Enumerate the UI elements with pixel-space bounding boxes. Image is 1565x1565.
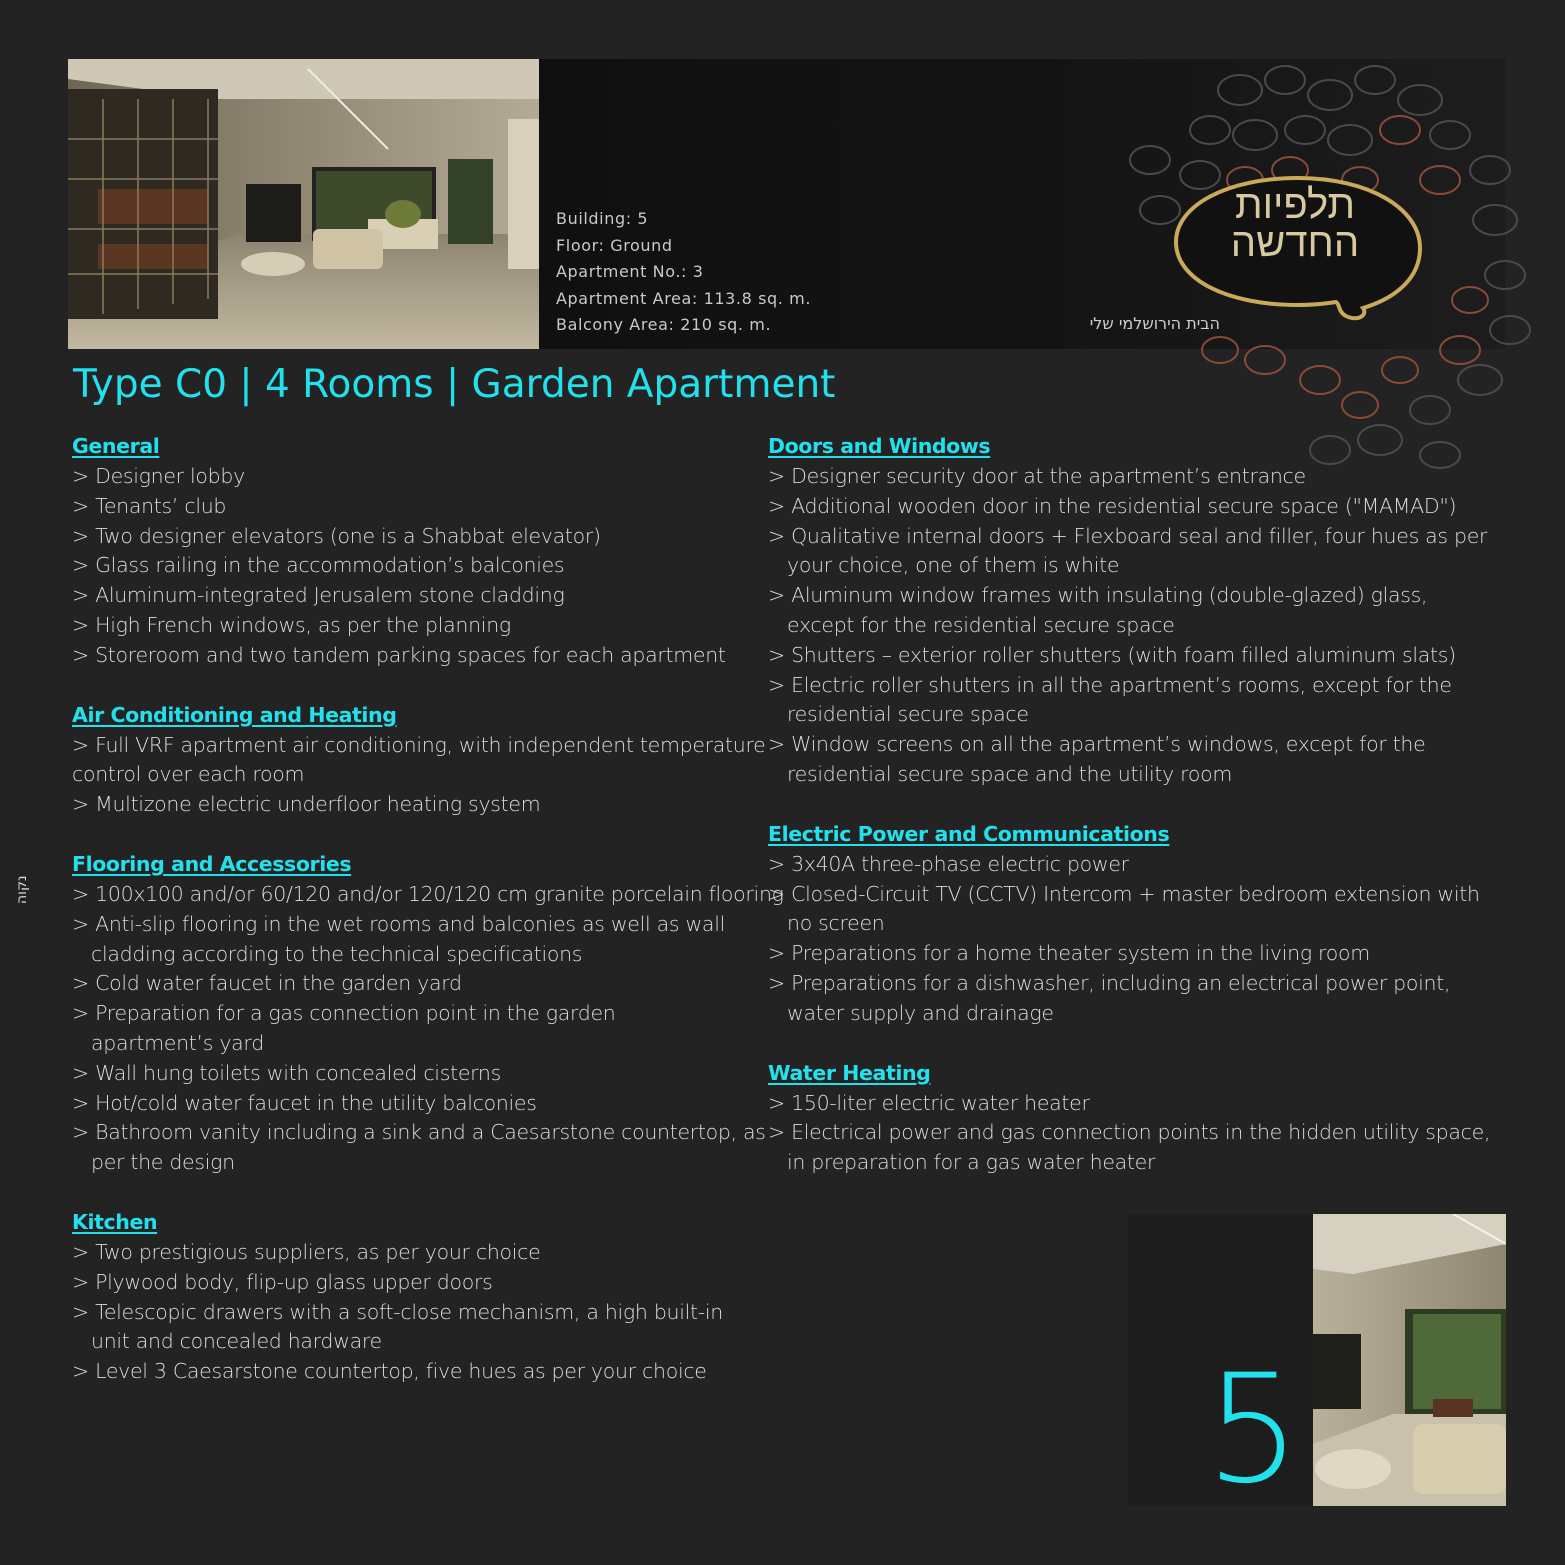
list-item: > Closed-Circuit TV (CCTV) Intercom + master bedroom extension with — [768, 880, 1468, 910]
list-item: > Window screens on all the apartment’s windows, except for the — [768, 730, 1468, 760]
list-item: > Additional wooden door in the residential secure space ("MAMAD") — [768, 492, 1468, 522]
list-item-continuation: no screen — [787, 911, 885, 936]
list-item: > Full VRF apartment air conditioning, with independent temperature — [72, 731, 742, 761]
list-item-continuation: control over each room — [72, 762, 305, 787]
list-item: > Plywood body, flip-up glass upper doors — [72, 1268, 742, 1298]
list-item: > Two prestigious suppliers, as per your choice — [72, 1238, 742, 1268]
list-item: > Tenants’ club — [72, 492, 742, 522]
section-doors-windows — [768, 430, 1488, 790]
section-heading: Doors and Windows — [768, 434, 991, 458]
list-item: > Multizone electric underfloor heating system — [72, 790, 742, 820]
list-item-continuation: water supply and drainage — [787, 1000, 1054, 1025]
list-item: > High French windows, as per the planning — [72, 611, 742, 641]
list-item: > 100x100 and/or 60/120 and/or 120/120 cm granite porcelain flooring — [72, 880, 742, 910]
list-item: > Hot/cold water faucet in the utility balconies — [72, 1089, 742, 1119]
interior-thumbnail-photo — [1313, 1214, 1506, 1506]
section-heading: Air Conditioning and Heating — [72, 702, 397, 727]
list-item: > Electric roller shutters in all the apartment’s rooms, except for the — [768, 671, 1468, 701]
spec-apartment-no: Apartment No.: 3 — [556, 262, 704, 281]
section-heading: Flooring and Accessories — [72, 851, 352, 876]
list-item: > Shutters – exterior roller shutters (with foam filled aluminum slats) — [768, 641, 1468, 671]
spec-floor: Floor: Ground — [556, 235, 673, 255]
spec-balcony-area: Balcony Area: 210 sq. m. — [556, 315, 772, 334]
section-flooring — [72, 848, 784, 1178]
list-item: > Glass railing in the accommodation’s balconies — [72, 551, 742, 581]
section-heading: General — [72, 434, 160, 458]
list-item: > Wall hung toilets with concealed cisterns — [72, 1059, 742, 1089]
list-item: > Storeroom and two tandem parking spaces for each apartment — [72, 641, 742, 671]
list-item: > Anti-slip flooring in the wet rooms and balconies as well as wall — [72, 910, 742, 940]
list-item: > Two designer elevators (one is a Shabbat elevator) — [72, 522, 742, 552]
list-item: > Designer security door at the apartment’s entrance — [768, 462, 1468, 492]
list-item: > Preparation for a gas connection point in the garden — [72, 999, 742, 1029]
logo-line-2: החדשה — [1230, 220, 1360, 266]
list-item-continuation: apartment’s yard — [91, 1030, 264, 1055]
list-item: > Qualitative internal doors + Flexboard seal and filler, four hues as per — [768, 522, 1468, 552]
list-item: > Preparations for a dishwasher, including an electrical power point, — [768, 969, 1468, 999]
section-electric-power — [768, 818, 1480, 1029]
section-heading: Kitchen — [72, 1209, 158, 1234]
list-item: > Level 3 Caesarstone countertop, five hues as per your choice — [72, 1357, 742, 1387]
list-item-continuation: unit and concealed hardware — [91, 1329, 382, 1354]
section-air-conditioning — [72, 699, 766, 820]
list-item: > 150-liter electric water heater — [768, 1089, 1468, 1119]
spec-apartment-area: Apartment Area: 113.8 sq. m. — [556, 288, 812, 308]
section-heading: Electric Power and Communications — [768, 821, 1170, 846]
list-item-continuation: cladding according to the technical specifications — [91, 941, 583, 966]
logo-text — [1180, 182, 1410, 266]
page-number: 5 — [1205, 1343, 1301, 1517]
list-item: > Designer lobby — [72, 462, 742, 492]
list-item: > Telescopic drawers with a soft-close mechanism, a high built-in — [72, 1298, 742, 1328]
list-item: > Electrical power and gas connection points in the hidden utility space, — [768, 1118, 1468, 1148]
list-item-continuation: per the design — [91, 1150, 235, 1175]
left-column — [72, 430, 784, 1387]
section-general — [72, 430, 742, 671]
list-item-continuation: residential secure space — [787, 702, 1029, 727]
tagline: הבית הירושלמי שלי — [1089, 314, 1220, 333]
section-water-heating — [768, 1057, 1491, 1178]
page-title: Type C0 | 4 Rooms | Garden Apartment — [73, 362, 836, 407]
list-item: > Aluminum-integrated Jerusalem stone cladding — [72, 581, 742, 611]
list-item-continuation: except for the residential secure space — [787, 612, 1175, 637]
section-kitchen — [72, 1206, 742, 1387]
list-item-continuation: your choice, one of them is white — [787, 553, 1120, 578]
side-mark: נקוה — [14, 876, 30, 905]
list-item-continuation: residential secure space and the utility room — [787, 761, 1232, 786]
list-item-continuation: in preparation for a gas water heater — [787, 1150, 1156, 1175]
list-item: > Cold water faucet in the garden yard — [72, 969, 742, 999]
list-item: > Aluminum window frames with insulating (double-glazed) glass, — [768, 581, 1468, 611]
list-item: > Bathroom vanity including a sink and a Caesarstone countertop, as — [72, 1118, 742, 1148]
right-column — [768, 430, 1491, 1178]
list-item: > Preparations for a home theater system in the living room — [768, 939, 1468, 969]
logo-line-1: תלפיות — [1234, 182, 1356, 228]
apartment-specs — [556, 206, 811, 339]
living-room-photo — [68, 59, 539, 349]
section-heading: Water Heating — [768, 1060, 931, 1085]
list-item: > 3x40A three-phase electric power — [768, 850, 1468, 880]
spec-building: Building: 5 — [556, 209, 649, 228]
